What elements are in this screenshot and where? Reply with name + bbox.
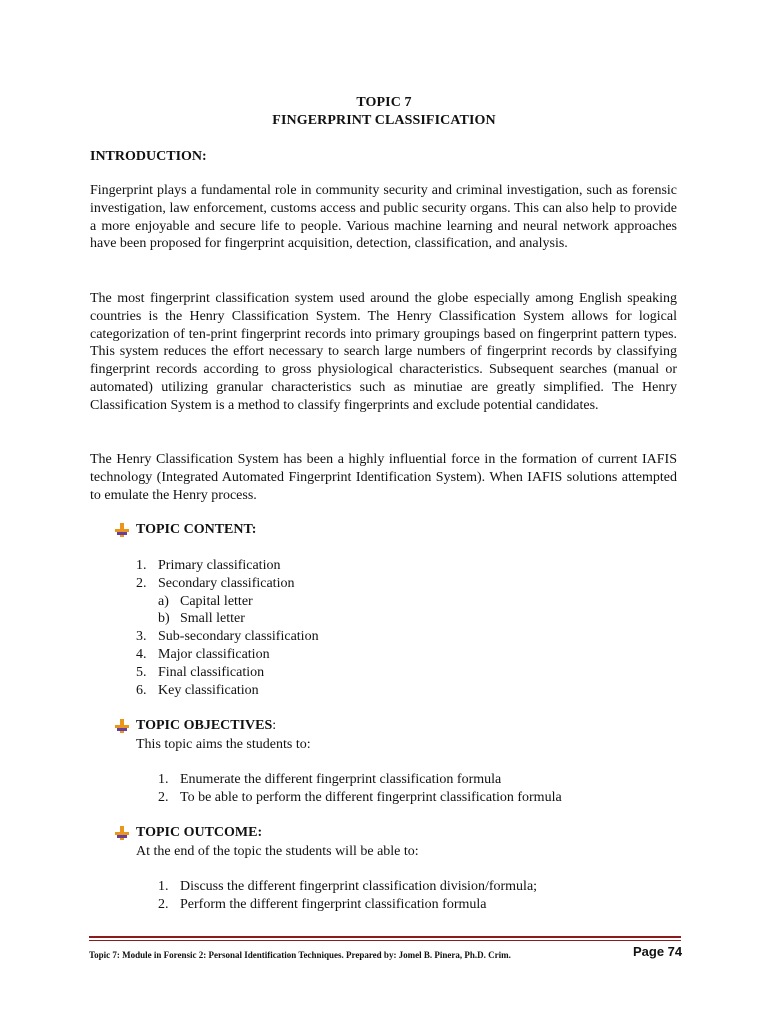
list-item: 6. Key classification <box>136 682 259 698</box>
list-item: 1. Primary classification <box>136 558 281 573</box>
topic-content-label: TOPIC CONTENT: <box>136 522 257 537</box>
pushpin-bullet-icon <box>115 718 129 734</box>
footer-text: Topic 7: Module in Forensic 2: Personal Identification Techniques. Prepared by: Jomel B. Pinera, Ph.D. Crim. <box>89 950 511 960</box>
list-item: a) Capital letter <box>158 593 253 609</box>
topic-content-list <box>136 557 536 699</box>
topic-outcome-label: TOPIC OUTCOME: <box>136 825 263 840</box>
list-item: 1. Enumerate the different fingerprint classification formula <box>158 772 502 787</box>
list-item: b) Small letter <box>158 611 245 627</box>
topic-outcome-heading <box>115 824 262 842</box>
intro-paragraph-2: The most fingerprint classification system used around the globe especially among English speaking countries is the Henry Classification System. The Henry Classification System allows for logical categorization of ten-print fingerprint records into primary groupings based on fingerprint pattern types. This system reduces the effort necessary to search large numbers of fingerprint records by classifying fingerprint records according to gross physiological characteristics. Subsequent searches (manual or automated) utilizing granular characteristics such as minutiae are greatly simplified. The Henry Classification System is a method to classify fingerprints and exclude potential candidates. <box>90 291 677 413</box>
introduction-heading: INTRODUCTION: <box>90 149 207 164</box>
list-item: 3. Sub-secondary classification <box>136 629 319 645</box>
pushpin-bullet-icon <box>115 825 129 841</box>
list-item: 2. Perform the different fingerprint classification formula <box>158 896 487 912</box>
topic-objectives-heading <box>115 717 276 735</box>
objectives-intro: This topic aims the students to: <box>136 737 311 752</box>
topic-objectives-label: TOPIC OBJECTIVES <box>136 718 273 733</box>
objectives-list <box>158 771 658 807</box>
list-item: 5. Final classification <box>136 664 265 680</box>
pushpin-bullet-icon <box>115 522 129 538</box>
outcome-list <box>158 878 658 914</box>
list-item: 4. Major classification <box>136 646 270 662</box>
intro-paragraph-3: The Henry Classification System has been a highly influential force in the formation of current IAFIS technology (Integrated Automated Fingerprint Identification System). When IAFIS solutions attempted to emulate the Henry process. <box>90 452 677 503</box>
list-item: 2. To be able to perform the different fingerprint classification formula <box>158 789 562 805</box>
intro-paragraph-1: Fingerprint plays a fundamental role in community security and criminal investigation, such as forensic investigation, law enforcement, customs access and public security organs. This can also help to provide a more enjoyable and secure life to people. Various machine learning and neural network approaches have been proposed for fingerprint acquisition, detection, classification, and analysis. <box>90 183 677 252</box>
outcome-intro: At the end of the topic the students will be able to: <box>136 844 419 859</box>
list-item: 1. Discuss the different fingerprint classification division/formula; <box>158 879 538 894</box>
list-item: 2. Secondary classification <box>136 575 295 591</box>
topic-objectives-colon: : <box>272 718 277 733</box>
page-title: FINGERPRINT CLASSIFICATION <box>272 113 496 128</box>
page-number: Page 74 <box>633 944 683 959</box>
topic-content-heading <box>115 521 256 539</box>
footer-rule-thick <box>89 936 681 938</box>
footer-rule-thin <box>89 940 681 941</box>
topic-number: TOPIC 7 <box>356 95 412 110</box>
